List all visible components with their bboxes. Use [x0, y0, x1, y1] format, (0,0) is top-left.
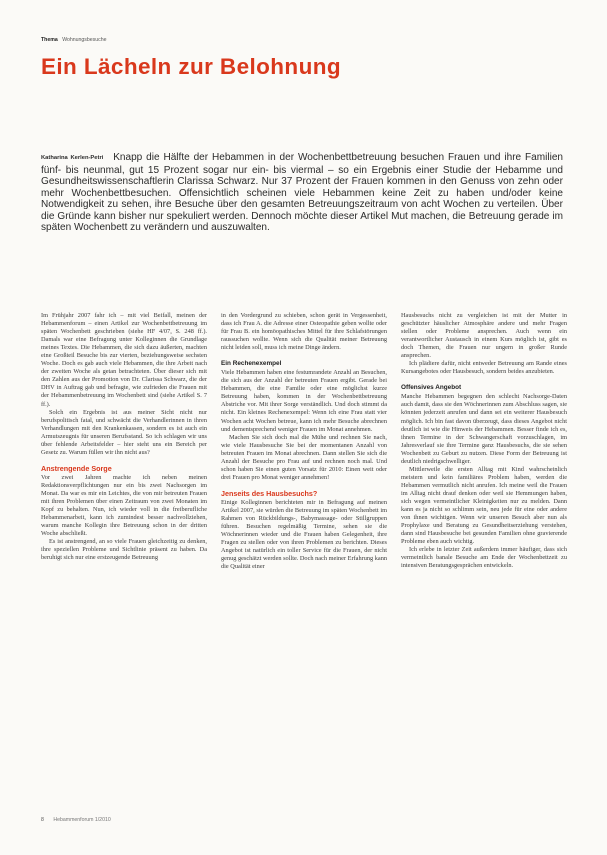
paragraph: Im Frühjahr 2007 fahr ich – mit viel Beifall, meinen der Hebammenforum – einen Artikel zur Wochenbettbetreuung im späten Wochenbett geschrieben (siehe HF 4/07, S. 248 ff.). Damals war eine Befragung unter Kolleginnen die Grundlage meines Textes. Die Hebammen, die sich dazu äußerten, machten eine Großteil Besuche bis zur vierten, beziehungsweise sechsten Woche. Doch es gab auch viele Hebammen, die ihre Arbeit nach der zweiten Woche als getan betrachteten. Über dieser sich mit den Zahlen aus der Promotion von Dr. Clarissa Schwarz, die der DHV in Auftrag gab und befragte, wie zufrieden die Frauen mit der Hebammenbetreuung im Wochenbett sind (siehe Artikel S. 7 ff.). [41, 312, 207, 408]
paragraph: Vor zwei Jahren machte ich neben meinen Redaktionsverpflichtungen nur ein bis zwei Nachsorgen im Monat. Da war es mir ein Leichtes, die von mir betreuten Frauen mit ihren Problemen über einen Zeitraum von zwei Monaten im Kopf zu behalten. Nun, ich wieder voll in die freiberufliche Hebammenarbeit, kann ich zumindest besser nachvollziehen, warum manche Kollegin ihre Betreuung schon in der dritten Woche abschließt. [41, 473, 207, 538]
paragraph: Ich erlebe in letzter Zeit außerdem immer häufiger, dass sich vermeintlich banale Besuche am Ende der Wochenbettzeit zu intensiven Beratungsgesprächen entwickeln. [401, 546, 567, 570]
paragraph: in den Vordergrund zu schieben, schon gerät in Vergessenheit, dass ich Frau A. die Adresse einer Osteopathie geben wollte oder für Frau B. ein homöopathisches Mittel für ihre Schlafstörungen raussuchen wollte. Wenn sich die Qualität meiner Betreuung nicht leiden soll, muss ich meine Dinge ändern. [221, 312, 387, 352]
body-column-2 [221, 312, 387, 812]
paragraph: Mittlerweile die ersten Alltag mit Kind wahrscheinlich meistern und kein familiäres Problem haben, werden die Hebammen vermutlich nicht anrufen. Ich meine weil die Frauen im Alltag nicht drauf denken oder weil sie Hemmungen haben, sich wegen vermeintlicher Kleinigkeiten nur zu melden. Dann kann es ja nicht so schlimm sein, neu jede für eine oder andere von ihnen wichtigen. Wenn wir unseren Besuch aber nun als Prophylaxe und Beratung zu Gesundheitserziehung verstehen, dann sind Hausbesuche bei gesunden Familien ohne gravierende Probleme eben auch wichtig. [401, 465, 567, 546]
paragraph: Hausbesuchs nicht zu vergleichen ist mit der Mutter in geschützter häuslicher Atmosphäre andere und mehr Fragen stellen oder Probleme ansprechen. Auch wenn ein verantwortlicher Austausch in einem Kurs möglich ist, gibt es doch Themen, die Frauen nur ungern in großer Runde ansprechen. [401, 312, 567, 360]
paragraph: Viele Hebammen haben eine festumrandete Anzahl an Besuchen, die sich aus der Anzahl der betreuten Frauen ergibt. Gerade bei Hebammen, die eine Familie oder eine möglichst kurze Betreuung haben, kommen in der Wochenbettbetreuung Abstriche vor. Mit ihrer Sorge verständlich. Und doch stimmt da nicht. Ein kleines Rechenexempel: Wenn ich eine Frau statt vier Wochen acht Wochen betreue, kann ich mehr Besuche abrechnen und dementsprechend weniger Frauen im Monat annehmen. [221, 369, 387, 433]
section-label: Thema [41, 37, 58, 43]
lead-text: Knapp die Hälfte der Hebammen in der Wochenbettbetreuung besuchen Frauen und ihre Familien fünf- bis neunmal, gut 15 Prozent sogar nur ein- bis viermal – so ein Ergebnis einer Studie der Hebamme und Gesundheitswissenschaftlerin Clarissa Schwarz. Nur 37 Prozent der Frauen kommen in den Genuss von zehn oder mehr Wochenbettbesuchen. Offensichtlich scheinen viele Hebammen keine Zeit zu haben und/oder keine Notwendigkeit zu sehen, ihre Besuche über den gesamten Betreuungszeitraum von acht Wochen zu verteilen. Über die Gründe kann bisher nur spekuliert werden. Dennoch möchte dieser Artikel Mut machen, die Betreuung gerade im späten Wochenbett zu verändern und auszuwalten. [41, 152, 563, 234]
section-header [41, 37, 107, 43]
paragraph: Manche Hebammen begegnen den schlecht Nachsorge-Daten auch damit, dass sie den Wöchnerinnen zum Abschluss sagen, sie könnten jederzeit anrufen und dann sei ein weiterer Hausbesuch möglich. Ich bin fast davon überzeugt, dass dieses Angebot nicht deutlich ist wie die Hinweis der Hebammen. Besser finde ich es, ihnen Termine in der Schwangerschaft vorzuschlagen, im Jahresverlauf sie ihre Termine ganz Hausbesuchs, die sie sehen Wochenbett zu Geburt zu nutzen. Diese Form der Betreuung ist deutlich niedrigschwelliger. [401, 393, 567, 465]
page-footer [41, 817, 111, 823]
paragraph: Es ist anstrengend, an so viele Frauen gleichzeitig zu denken, ihre speziellen Probleme und Sichtlinie präsent zu haben. Da beruhigt sich nur eine erstzeugende Betreuung [41, 538, 207, 562]
page-number: 8 [41, 817, 44, 823]
publication-name: Hebammenforum 1/2010 [53, 817, 111, 823]
article-lead [41, 152, 563, 234]
paragraph: Solch ein Ergebnis ist aus meiner Sicht nicht nur berufspolitisch fatal, und schwächt die Verhandlerinnen in ihren Verhandlungen mit den Krankenkassen, sondern es ist auch ein Armutszeugnis für unseren Berufsstand. So ich schlagen wir uns über fehlende Arbeitsfelder – hier steht uns ein Bereich per Gesetz zu. Warum füllen wir ihn nicht aus? [41, 408, 207, 456]
paragraph: Ich plädiere dafür, nicht entweder Betreuung am Rande eines Kursangebotes oder Hausbesuch, sondern beides anzubieten. [401, 360, 567, 376]
article-title: Ein Lächeln zur Belohnung [41, 54, 342, 79]
subheading: Anstrengende Sorge [41, 463, 112, 473]
body-column-1 [41, 312, 207, 812]
article-body [41, 312, 567, 812]
paragraph: Einige Kolleginnen berichteten mir in Befragung auf meinen Artikel 2007, sie würden die Betreuung im späten Wochenbett im Rahmen von Rückbildungs-, Babymassage- oder Stillgruppen führen. Besuchen regelmäßig Termine, sehen sie die Wöchnerinnen wieder und die Frauen haben Gelegenheit, ihre Fragen zu stellen oder von ihren Problemen zu berichten. Dieses Angebot ist natürlich ein toller Service für die Frauen, der nicht genug geschätzt werden sollte. Doch nach meiner Erfahrung kann die Qualität einer [221, 498, 387, 571]
paragraph: Machen Sie sich doch mal die Mühe und rechnen Sie nach, wie viele Hausbesuche Sie bei der momentanen Anzahl von betreuten Frauen im Monat abrechnen. Dann stellen Sie sich die Anzahl der Besuche pro Frau auf und rechnen noch mal. Und schon haben Sie einen guten Vorsatz für 2010: Einen weit oder drei Frauen pro Monat weniger annehmen! [221, 433, 387, 481]
author-name: Katharina Kerlen-Petri [41, 155, 104, 161]
subheading: Ein Rechenexempel [221, 360, 282, 368]
body-column-3 [401, 312, 567, 812]
section-topic: Wohnungsbesuche [62, 37, 107, 43]
subheading: Offensives Angebot [401, 384, 462, 392]
subheading: Jenseits des Hausbesuchs? [221, 488, 318, 498]
